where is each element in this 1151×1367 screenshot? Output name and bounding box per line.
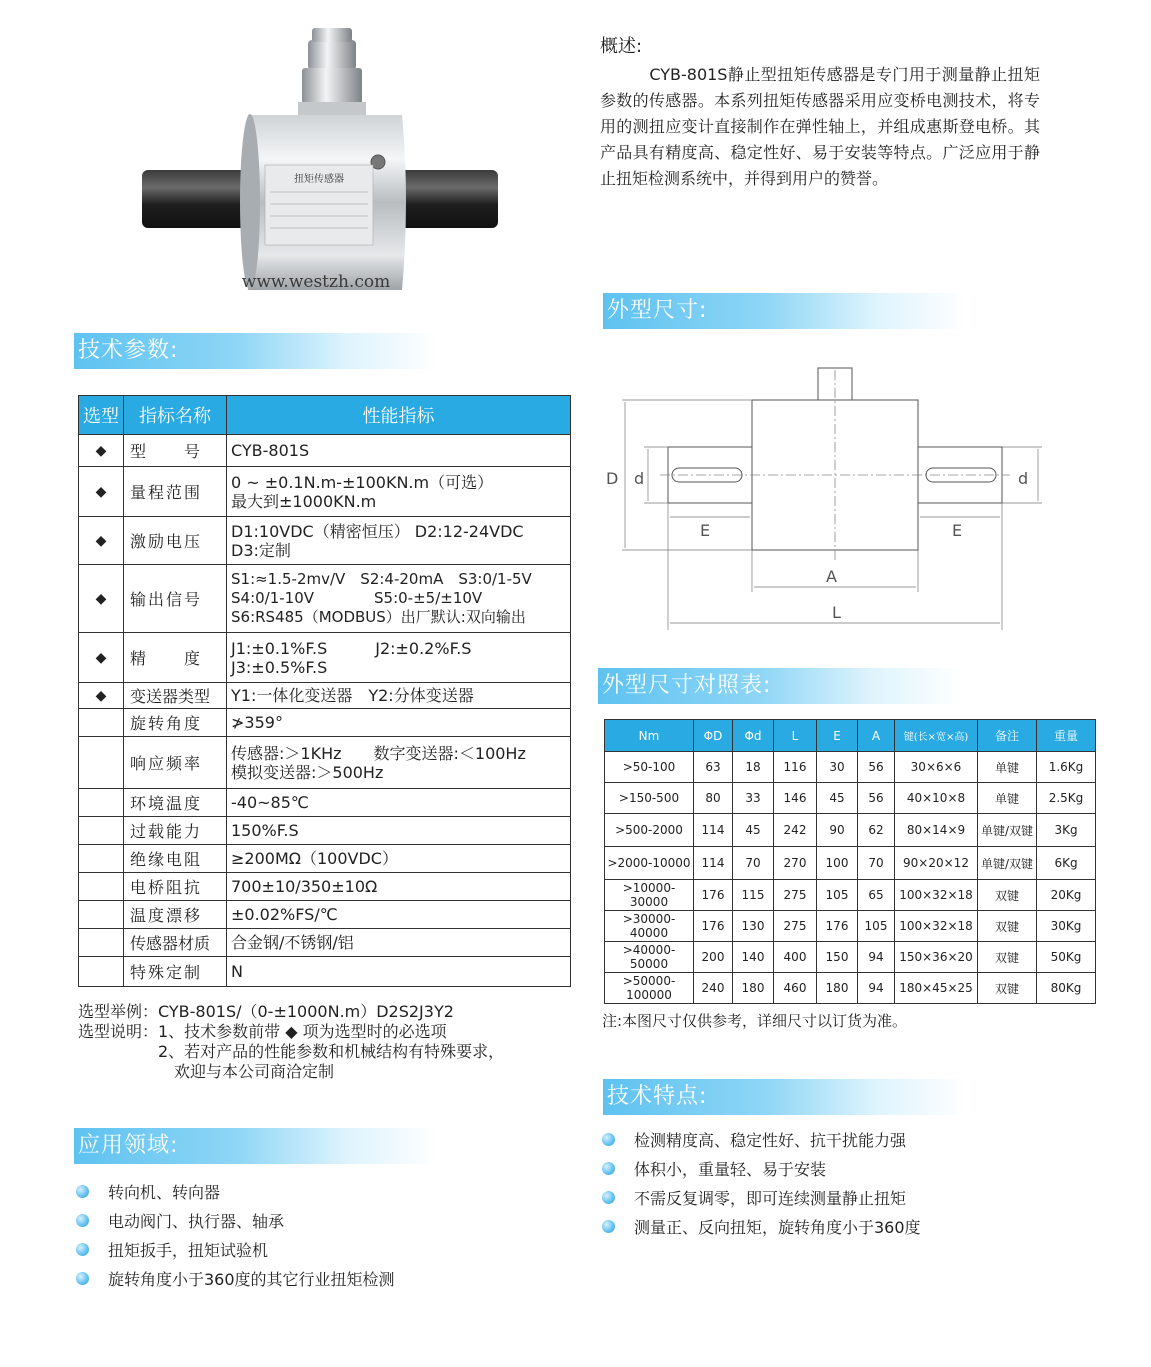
list-item: 不需反复调零，即可连续测量静止扭矩 <box>602 1184 921 1213</box>
param-value: -40~85℃ <box>227 789 571 817</box>
bullet-icon <box>76 1272 89 1285</box>
table-cell: 单键 <box>978 752 1037 783</box>
table-cell: 80×14×9 <box>895 814 978 847</box>
table-cell: 105 <box>817 880 858 911</box>
table-cell: 90 <box>817 814 858 847</box>
bullet-icon <box>76 1214 89 1227</box>
table-cell: 200 <box>694 942 733 973</box>
param-name: 温度漂移 <box>124 901 227 929</box>
dim-label-d-right: d <box>1018 469 1029 488</box>
param-value: 传感器:＞1KHz 数字变送器:＜100Hz 模拟变送器:＞500Hz <box>227 737 571 789</box>
table-cell: 116 <box>774 752 817 783</box>
table-row <box>79 873 571 901</box>
table-row <box>79 467 571 517</box>
param-value: CYB-801S <box>227 435 571 467</box>
table-row <box>605 814 1096 847</box>
table-cell: 62 <box>858 814 895 847</box>
table-row <box>605 752 1096 783</box>
table-row <box>79 709 571 737</box>
table-cell: 45 <box>817 783 858 814</box>
table-cell: 30Kg <box>1037 911 1096 942</box>
param-name: 激励电压 <box>124 517 227 565</box>
required-mark: ◆ <box>79 565 124 633</box>
param-name: 特殊定制 <box>124 957 227 987</box>
applications-list <box>76 1178 395 1294</box>
param-name: 精 度 <box>124 633 227 683</box>
dim-table <box>604 719 1096 1004</box>
params-table <box>78 395 571 987</box>
table-cell: 单键/双键 <box>978 814 1037 847</box>
table-cell: 双键 <box>978 942 1037 973</box>
table-cell: >50-100 <box>605 752 694 783</box>
param-value: 合金钢/不锈钢/铝 <box>227 929 571 957</box>
required-mark: ◆ <box>79 467 124 517</box>
table-row <box>79 737 571 789</box>
dimension-drawing <box>600 360 1050 640</box>
param-name: 型 号 <box>124 435 227 467</box>
dim-header: A <box>858 720 895 752</box>
table-cell: 100×32×18 <box>895 911 978 942</box>
table-cell: 94 <box>858 973 895 1004</box>
dim-header: 键(长×宽×高) <box>895 720 978 752</box>
selection-note-1: 选型说明：1、技术参数前带 ◆ 项为选型时的必选项 <box>78 1022 447 1041</box>
list-item: 旋转角度小于360度的其它行业扭矩检测 <box>76 1265 395 1294</box>
list-item: 转向机、转向器 <box>76 1178 395 1207</box>
table-cell: 80 <box>694 783 733 814</box>
tech-params-heading: 技术参数: <box>74 333 438 369</box>
table-cell: 242 <box>774 814 817 847</box>
table-row <box>79 683 571 709</box>
bullet-icon <box>602 1191 615 1204</box>
table-cell: 275 <box>774 911 817 942</box>
features-list <box>602 1126 921 1242</box>
table-cell: 150 <box>817 942 858 973</box>
table-cell: 6Kg <box>1037 847 1096 880</box>
required-mark: ◆ <box>79 633 124 683</box>
dim-header: ΦD <box>694 720 733 752</box>
table-cell: 146 <box>774 783 817 814</box>
applications-heading: 应用领域: <box>74 1128 438 1164</box>
table-cell: 70 <box>733 847 774 880</box>
table-cell: 240 <box>694 973 733 1004</box>
table-row <box>79 901 571 929</box>
required-mark: ◆ <box>79 683 124 709</box>
table-cell: >500-2000 <box>605 814 694 847</box>
required-mark <box>79 817 124 845</box>
table-row <box>79 957 571 987</box>
dim-header: E <box>817 720 858 752</box>
table-row <box>605 783 1096 814</box>
required-mark <box>79 845 124 873</box>
table-row <box>79 845 571 873</box>
table-row <box>605 911 1096 942</box>
required-mark <box>79 901 124 929</box>
table-cell: 140 <box>733 942 774 973</box>
table-cell: 100×32×18 <box>895 880 978 911</box>
selection-notes <box>78 1002 504 1082</box>
dimensions-heading: 外型尺寸: <box>603 293 967 329</box>
table-cell: 94 <box>858 942 895 973</box>
table-cell: >50000-100000 <box>605 973 694 1004</box>
table-cell: 105 <box>858 911 895 942</box>
table-cell: 56 <box>858 752 895 783</box>
list-item: 测量正、反向扭矩，旋转角度小于360度 <box>602 1213 921 1242</box>
list-item: 体积小，重量轻、易于安装 <box>602 1155 921 1184</box>
table-row <box>79 435 571 467</box>
param-value: ≥200MΩ（100VDC） <box>227 845 571 873</box>
table-cell: 115 <box>733 880 774 911</box>
overview-title: 概述: <box>600 36 643 57</box>
table-row <box>79 565 571 633</box>
dim-label-E-left: E <box>700 521 711 540</box>
table-row <box>79 789 571 817</box>
table-cell: 2.5Kg <box>1037 783 1096 814</box>
required-mark <box>79 929 124 957</box>
bullet-icon <box>76 1185 89 1198</box>
param-value: Y1:一体化变送器 Y2:分体变送器 <box>227 683 571 709</box>
table-row <box>605 942 1096 973</box>
table-cell: 3Kg <box>1037 814 1096 847</box>
bullet-icon <box>76 1243 89 1256</box>
dim-header: 重量 <box>1037 720 1096 752</box>
table-cell: 双键 <box>978 880 1037 911</box>
table-cell: 双键 <box>978 911 1037 942</box>
watermark: www.westzh.com <box>241 272 391 292</box>
param-name: 环境温度 <box>124 789 227 817</box>
param-name: 输出信号 <box>124 565 227 633</box>
required-mark <box>79 737 124 789</box>
table-cell: 100 <box>817 847 858 880</box>
table-cell: 65 <box>858 880 895 911</box>
required-mark: ◆ <box>79 435 124 467</box>
table-cell: 270 <box>774 847 817 880</box>
required-mark: ◆ <box>79 517 124 565</box>
dim-label-E-right: E <box>952 521 963 540</box>
dim-header: Nm <box>605 720 694 752</box>
list-item: 扭矩扳手，扭矩试验机 <box>76 1236 395 1265</box>
selection-note-3: 欢迎与本公司商洽定制 <box>78 1062 335 1081</box>
table-cell: >30000-40000 <box>605 911 694 942</box>
table-cell: 单键/双键 <box>978 847 1037 880</box>
table-cell: 30×6×6 <box>895 752 978 783</box>
table-cell: 114 <box>694 814 733 847</box>
table-cell: 275 <box>774 880 817 911</box>
param-name: 量程范围 <box>124 467 227 517</box>
required-mark <box>79 873 124 901</box>
param-value: S1:≈1.5-2mv/V S2:4-20mA S3:0/1-5V S4:0/1-10V S5:0-±5/±10V S6:RS485（MODBUS）出厂默认:双向输出 <box>227 565 571 633</box>
table-cell: 56 <box>858 783 895 814</box>
table-cell: 33 <box>733 783 774 814</box>
table-cell: 20Kg <box>1037 880 1096 911</box>
bullet-icon <box>602 1162 615 1175</box>
table-cell: 1.6Kg <box>1037 752 1096 783</box>
param-name: 绝缘电阻 <box>124 845 227 873</box>
table-cell: 400 <box>774 942 817 973</box>
bullet-icon <box>602 1220 615 1233</box>
overview-text: CYB-801S静止型扭矩传感器是专门用于测量静止扭矩参数的传感器。本系列扭矩传感器采用应变桥电测技术，将专用的测扭应变计直接制作在弹性轴上，并组成惠斯登电桥。其产品具有精度高、稳定性好、易于安装等特点。广泛应用于静止扭矩检测系统中，并得到用户的赞誉。 <box>600 65 1040 188</box>
table-cell: >2000-10000 <box>605 847 694 880</box>
table-row <box>79 633 571 683</box>
param-value: ±0.02%FS/℃ <box>227 901 571 929</box>
table-row <box>605 880 1096 911</box>
table-row <box>605 847 1096 880</box>
table-cell: 180 <box>733 973 774 1004</box>
dim-label-A: A <box>826 567 837 586</box>
table-cell: 单键 <box>978 783 1037 814</box>
product-photo <box>130 20 510 305</box>
table-cell: 50Kg <box>1037 942 1096 973</box>
table-cell: >10000-30000 <box>605 880 694 911</box>
table-cell: 130 <box>733 911 774 942</box>
dim-label-d-left: d <box>634 469 645 488</box>
required-mark <box>79 957 124 987</box>
table-cell: 40×10×8 <box>895 783 978 814</box>
dim-header: L <box>774 720 817 752</box>
dim-label-L: L <box>832 603 841 622</box>
dim-header: 备注 <box>978 720 1037 752</box>
dim-label-D: D <box>606 469 619 488</box>
table-cell: 114 <box>694 847 733 880</box>
param-name: 变送器类型 <box>124 683 227 709</box>
param-value: N <box>227 957 571 987</box>
param-value: 0 ~ ±0.1N.m-±100KN.m（可选） 最大到±1000KN.m <box>227 467 571 517</box>
param-name: 过载能力 <box>124 817 227 845</box>
params-header-value: 性能指标 <box>227 396 571 435</box>
table-cell: 双键 <box>978 973 1037 1004</box>
param-name: 传感器材质 <box>124 929 227 957</box>
table-cell: 45 <box>733 814 774 847</box>
params-header-name: 指标名称 <box>124 396 227 435</box>
dim-table-heading: 外型尺寸对照表: <box>598 668 962 704</box>
param-value: 150%F.S <box>227 817 571 845</box>
table-cell: 176 <box>694 911 733 942</box>
required-mark <box>79 789 124 817</box>
param-name: 电桥阻抗 <box>124 873 227 901</box>
list-item: 检测精度高、稳定性好、抗干扰能力强 <box>602 1126 921 1155</box>
bullet-icon <box>602 1133 615 1146</box>
table-cell: >150-500 <box>605 783 694 814</box>
table-cell: 150×36×20 <box>895 942 978 973</box>
params-header-select: 选型 <box>79 396 124 435</box>
selection-note-2: 2、若对产品的性能参数和机械结构有特殊要求， <box>78 1042 505 1061</box>
table-cell: >40000-50000 <box>605 942 694 973</box>
param-name: 旋转角度 <box>124 709 227 737</box>
param-value: J1:±0.1%F.S J2:±0.2%F.S J3:±0.5%F.S <box>227 633 571 683</box>
table-cell: 176 <box>694 880 733 911</box>
table-cell: 70 <box>858 847 895 880</box>
table-row <box>605 973 1096 1004</box>
table-cell: 176 <box>817 911 858 942</box>
table-cell: 460 <box>774 973 817 1004</box>
selection-example: 选型举例：CYB-801S/（0-±1000N.m）D2S2J3Y2 <box>78 1002 454 1021</box>
list-item: 电动阀门、执行器、轴承 <box>76 1207 395 1236</box>
features-heading: 技术特点: <box>603 1079 967 1115</box>
table-cell: 18 <box>733 752 774 783</box>
table-cell: 63 <box>694 752 733 783</box>
param-name: 响应频率 <box>124 737 227 789</box>
nameplate-title: 扭矩传感器 <box>294 174 344 185</box>
table-row <box>79 817 571 845</box>
table-cell: 90×20×12 <box>895 847 978 880</box>
table-cell: 30 <box>817 752 858 783</box>
table-row <box>79 929 571 957</box>
param-value: D1:10VDC（精密恒压） D2:12-24VDC D3:定制 <box>227 517 571 565</box>
dim-table-note: 注:本图尺寸仅供参考，详细尺寸以订货为准。 <box>602 1012 908 1030</box>
required-mark <box>79 709 124 737</box>
dim-header: Φd <box>733 720 774 752</box>
table-row <box>79 517 571 565</box>
param-value: 700±10/350±10Ω <box>227 873 571 901</box>
table-cell: 80Kg <box>1037 973 1096 1004</box>
table-cell: 180 <box>817 973 858 1004</box>
param-value: ≯359° <box>227 709 571 737</box>
table-cell: 180×45×25 <box>895 973 978 1004</box>
